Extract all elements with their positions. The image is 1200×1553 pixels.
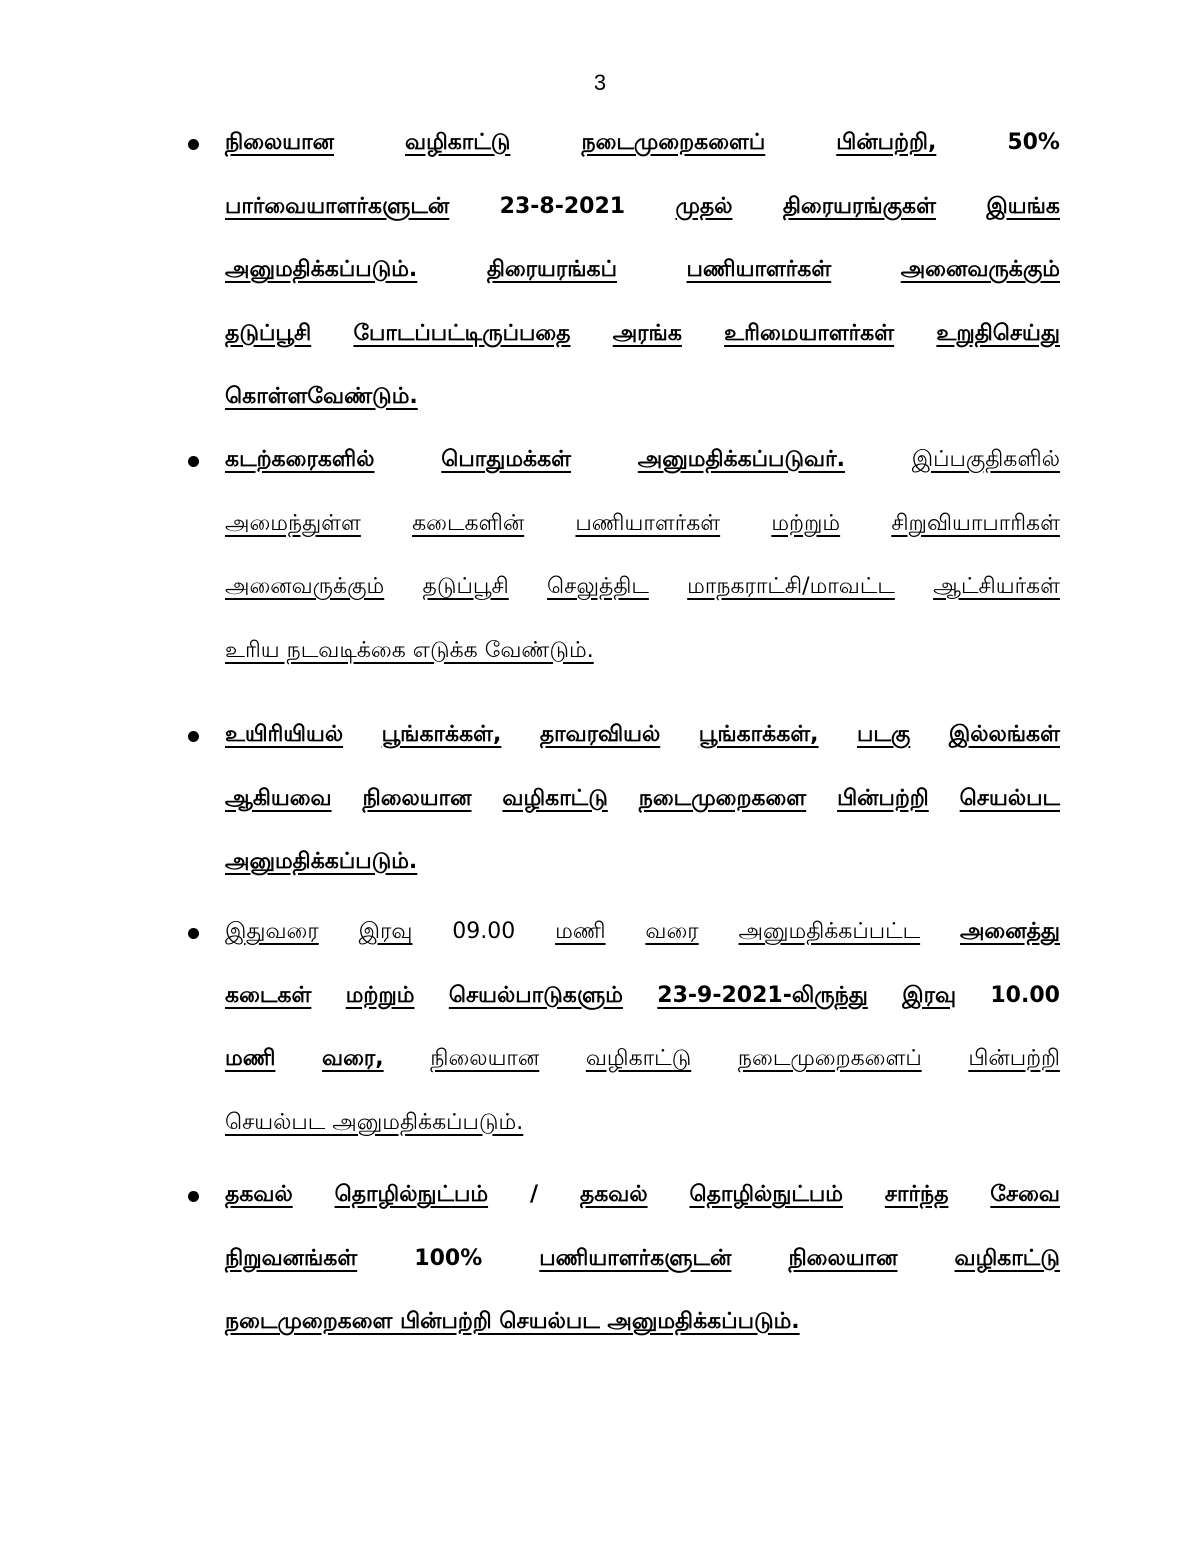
word: கடைகள் [225,982,312,1008]
word: இரவு [902,982,957,1008]
word: நடைமுறைகளை பின்பற்றி செயல்பட அனுமதிக்கப்படும். [225,1309,800,1334]
word: வழிகாட்டு [405,130,511,155]
text-line [225,912,1060,952]
bullet-dot-icon [188,731,199,742]
word: அரங்க [612,320,682,346]
word: தொழில்நுட்பம் [334,1182,489,1207]
word: செயல்பட [959,785,1060,811]
word: மற்றும் [771,510,841,536]
text-line [225,1302,1060,1342]
bullet-dot-icon [188,1191,199,1202]
word: வழிகாட்டு [502,785,608,811]
word: இதுவரை [225,919,319,944]
text-line [225,842,1060,882]
word: தடுப்பூசி [422,574,509,599]
word: அனுமதிக்கப்படுவர். [637,447,845,472]
word: அனைத்து [959,919,1060,944]
word: இரவு [358,919,413,944]
word: செலுத்திட [547,574,649,599]
word: வரை [645,919,699,944]
bullet-dot-icon [188,928,199,939]
word: பின்பற்றி [968,1046,1060,1071]
word: திரையரங்கப் [486,257,617,282]
text-line [225,779,1060,819]
word: மணி [555,919,606,944]
bullet-item [188,440,1060,694]
word: செயல்பட அனுமதிக்கப்படும். [225,1109,524,1135]
word: இயங்க [986,193,1060,219]
word: அனுமதிக்கப்படும். [225,257,418,282]
word: மற்றும் [345,982,415,1008]
word: முதல் [675,193,733,219]
word: உரிமையாளர்கள் [724,320,895,346]
word: பூங்காக்கள், [698,722,819,747]
text-line [225,715,1060,755]
word: 100% [414,1245,483,1271]
word: ஆட்சியர்கள் [933,574,1060,599]
word: நிலையான [788,1245,898,1271]
text-line [225,1175,1060,1215]
bullet-item [188,912,1060,1166]
word: நிலையான [225,130,334,155]
word: 23-9-2021-லிருந்து [657,982,868,1008]
bullet-item [188,123,1060,441]
word: அனைவருக்கும் [225,574,385,599]
text-line [225,187,1060,227]
word: ஆகியவை [225,785,332,811]
word: நிறுவனங்கள் [225,1245,358,1271]
text-line [225,976,1060,1016]
word: படகு [857,722,911,747]
word: அனுமதிக்கப்பட்ட [738,919,921,944]
word: அனுமதிக்கப்படும். [225,849,418,874]
word: தொழில்நுட்பம் [689,1182,843,1207]
word: இப்பகுதிகளில் [911,447,1060,472]
text-line [225,377,1060,417]
bullet-dot-icon [188,139,199,150]
text-line [225,314,1060,354]
word: மணி [225,1046,276,1071]
text-line [225,123,1060,163]
word: இல்லங்கள் [948,722,1060,747]
bullet-item [188,715,1060,906]
text-line [225,1239,1060,1279]
text-line [225,440,1060,480]
word: நடைமுறைகளைப் [581,130,766,155]
word: பணியாளர்களுடன் [539,1245,732,1271]
word: சேவை [990,1182,1060,1207]
word: நிலையான [430,1046,540,1071]
word: பணியாளர்கள் [575,510,721,536]
word: போடப்பட்டிருப்பதை [353,320,571,346]
word: 50% [1007,130,1060,155]
word: தகவல் [225,1182,293,1207]
word: தாவரவியல் [539,722,661,747]
text-line [225,250,1060,290]
word: கொள்ளவேண்டும். [225,384,418,409]
word: திரையரங்குகள் [782,193,936,219]
word: உறுதிசெய்து [936,320,1060,346]
word: உரிய நடவடிக்கை எடுக்க வேண்டும். [225,637,594,663]
word: அமைந்துள்ள [225,510,361,536]
word: பொதுமக்கள் [441,447,572,472]
text-line [225,1039,1060,1079]
text-line [225,504,1060,544]
word: சார்ந்த [884,1182,949,1207]
word: கடற்கரைகளில் [225,447,375,472]
text-line [225,1103,1060,1143]
word: நிலையான [362,785,472,811]
word: சிறுவியாபாரிகள் [891,510,1060,536]
word: / [529,1182,538,1207]
word: 10.00 [990,982,1060,1008]
text-line [225,567,1060,607]
word: வரை, [322,1046,384,1071]
word: உயிரியியல் [225,722,344,747]
word: பின்பற்றி, [836,130,937,155]
word: பின்பற்றி [837,785,929,811]
word: பார்வையாளர்களுடன் [225,193,450,219]
word: அனைவருக்கும் [900,257,1060,282]
word: வழிகாட்டு [954,1245,1060,1271]
text-line [225,631,1060,671]
word: கடைகளின் [412,510,525,536]
page-number: 3 [593,70,607,95]
word: நடைமுறைகளை [638,785,807,811]
word: பூங்காக்கள், [381,722,502,747]
word: 23-8-2021 [499,193,626,219]
word: தடுப்பூசி [225,320,312,346]
word: வழிகாட்டு [585,1046,692,1071]
word: தகவல் [579,1182,648,1207]
word: மாநகராட்சி/மாவட்ட [687,574,895,599]
bullet-dot-icon [188,456,199,467]
word: நடைமுறைகளைப் [737,1046,922,1071]
word: பணியாளர்கள் [686,257,832,282]
word: 09.00 [452,919,516,944]
bullet-item [188,1175,1060,1366]
word: செயல்பாடுகளும் [448,982,623,1008]
